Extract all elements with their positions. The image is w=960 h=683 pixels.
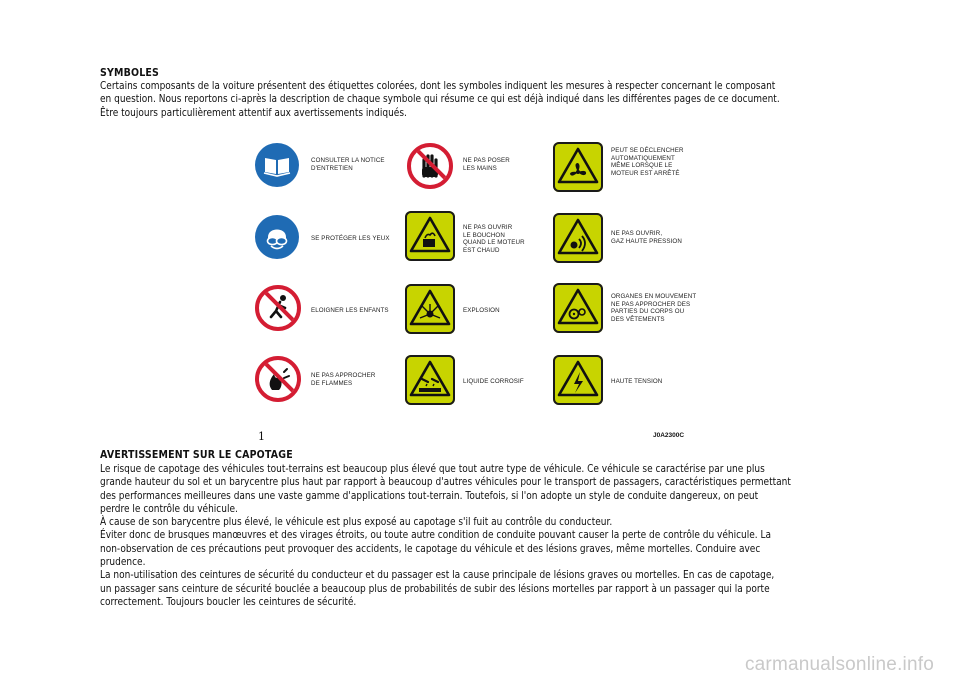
hot-cap-warning-icon (405, 211, 455, 261)
manual-label: CONSULTER LA NOTICE D'ENTRETIEN (311, 157, 385, 172)
rollover-line: non-observation de ces précautions peut provoquer des accidents, le capotage du véhicule et des lésions graves, même mortelles. Conduire avec (100, 542, 761, 555)
figure-number: 1 (258, 430, 265, 443)
symbols-line: Certains composants de la voiture présentent des étiquettes colorées, dont les symboles indiquent les mesures à respecter concernant le composant (100, 80, 776, 92)
symbols-paragraph (100, 80, 831, 120)
fan-warning-icon (553, 142, 603, 192)
rollover-line: perdre le contrôle du véhicule. (100, 502, 238, 515)
figure-code: J0A2300C (653, 432, 685, 439)
no-hands-icon (407, 143, 453, 189)
no-flames-icon (255, 356, 301, 402)
rollover-line: Éviter donc de brusques manœuvres et des virages étroits, ou toute autre condition de conduite pouvant causer la perte de contrôle du véhicule. La (100, 529, 772, 542)
rollover-line: correctement. Toujours boucler les ceintures de sécurité. (100, 595, 357, 608)
no-children-icon (255, 285, 301, 331)
rollover-line: des performances meilleures dans une vaste gamme d'applications tout-terrain. Toutefois, si l'on adopte un style de conduite dangereux, on peut (100, 489, 759, 502)
rollover-line: Le risque de capotage des véhicules tout-terrains est beaucoup plus élevé que tout autre type de véhicule. Ce véhicule se caractérise par une plus (100, 463, 765, 475)
symbols-line: Être toujours particulièrement attentif aux avertissements indiqués. (100, 106, 407, 119)
corrosive-label: LIQUIDE CORROSIF (463, 378, 524, 385)
explosion-warning-icon (405, 284, 455, 334)
high-voltage-warning-icon (553, 355, 603, 405)
symbols-line: en question. Nous reportons ci-après la description de chaque symbole qui résume ce qui est déjà indiqué dans les différentes pages de ce document. (100, 93, 780, 106)
rollover-line: À cause de son barycentre plus élevé, le véhicule est plus exposé au capotage s'il fuit au contrôle du conducteur. (100, 516, 613, 529)
moving-label: ORGANES EN MOUVEMENT NE PAS APPROCHER DES PARTIES DU CORPS OU DES VÊTEMENTS (611, 293, 697, 323)
watermark: carmanualsonline.info (744, 654, 934, 675)
flames-label: NE PAS APPROCHER DE FLAMMES (311, 372, 376, 387)
explosion-label: EXPLOSION (463, 307, 500, 314)
goggles-icon (255, 215, 299, 259)
voltage-label: HAUTE TENSION (611, 378, 663, 385)
rollover-line: grande hauteur du sol et un barycentre plus haut par rapport à beaucoup d'autres véhicules pour le transport de passagers, caractéristiques permettant (100, 476, 791, 489)
fan-label: PEUT SE DÉCLENCHER AUTOMATIQUEMENT MÊME LORSQUE LE MOTEUR EST ARRÊTÉ (611, 147, 684, 177)
hands-label: NE PAS POSER LES MAINS (463, 157, 510, 172)
rollover-paragraph (100, 463, 831, 609)
book-icon (255, 143, 299, 187)
rollover-line: un passager sans ceinture de sécurité bouclée a beaucoup plus de probabilités de subir des lésions mortelles par rapport à un passager qui la porte (100, 582, 770, 595)
corrosive-warning-icon (405, 355, 455, 405)
cap-label: NE PAS OUVRIR LE BOUCHON QUAND LE MOTEUR EST CHAUD (463, 224, 525, 254)
symbols-heading: SYMBOLES (100, 66, 160, 79)
children-label: ELOIGNER LES ENFANTS (311, 307, 389, 314)
rollover-heading: AVERTISSEMENT SUR LE CAPOTAGE (100, 448, 293, 461)
rollover-line: prudence. (100, 556, 146, 569)
moving-parts-warning-icon (553, 283, 603, 333)
pressure-label: NE PAS OUVRIR, GAZ HAUTE PRESSION (611, 230, 682, 245)
rollover-line: La non-utilisation des ceintures de sécurité du conducteur et du passager est la cause principale de lésions graves ou mortelles. En cas de capotage, (100, 569, 775, 582)
eyes-label: SE PROTÉGER LES YEUX (311, 235, 390, 242)
pressure-warning-icon (553, 213, 603, 263)
